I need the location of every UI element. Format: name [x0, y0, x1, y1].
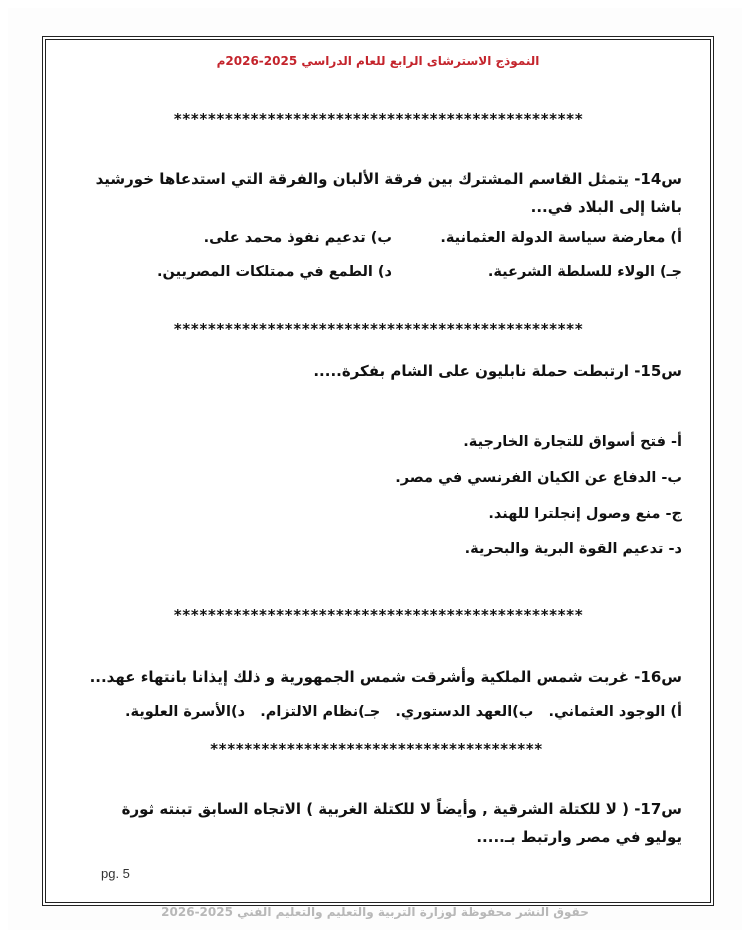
- q14-option-c: جـ) الولاء للسلطة الشرعية.: [487, 264, 682, 280]
- q16-options: أ) الوجود العثماني. ب)العهد الدستوري. جـ)نظام الالتزام. د)الأسرة العلوية.: [125, 704, 682, 720]
- q14-option-d: د) الطمع في ممتلكات المصريين.: [157, 264, 392, 280]
- copyright-footer: حقوق النشر محفوظة لوزارة التربية والتعليم والتعليم الفني 2025-2026: [161, 905, 589, 919]
- question-17: س17- ( لا للكتلة الشرقية , وأيضاً لا للكتلة الغربية ) الاتجاه السابق تبنته ثورة يوليو في مصر وارتبط بـ.....: [121, 800, 682, 846]
- question-14: س14- يتمثل القاسم المشترك بين فرقة الألبان والفرقة التي استدعاها خورشيد باشا إلى البلاد في...: [95, 170, 682, 216]
- separator-2: ************************************************: [173, 320, 583, 338]
- q15-option-d: د- تدعيم القوة البرية والبحرية.: [464, 541, 682, 557]
- page-number: pg. 5: [101, 866, 130, 881]
- page-frame: [42, 36, 714, 906]
- q15-option-b: ب- الدفاع عن الكيان الفرنسي في مصر.: [395, 470, 682, 486]
- question-16: س16- غربت شمس الملكية وأشرقت شمس الجمهورية و ذلك إيذانا بانتهاء عهد...: [89, 668, 682, 686]
- separator-4: ***************************************: [209, 740, 543, 758]
- separator-3: ************************************************: [173, 606, 583, 624]
- q15-option-a: أ- فتح أسواق للتجارة الخارجية.: [463, 434, 682, 450]
- q15-option-c: ج- منع وصول إنجلترا للهند.: [488, 506, 682, 522]
- q14-option-a: أ) معارضة سياسة الدولة العثمانية.: [440, 230, 682, 246]
- question-15: س15- ارتبطت حملة نابليون على الشام بفكرة.....: [313, 362, 682, 380]
- page-header: النموذج الاسترشاى الرابع للعام الدراسي 2025-2026م: [216, 54, 540, 68]
- separator-1: ************************************************: [173, 110, 583, 128]
- q14-option-b: ب) تدعيم نفوذ محمد على.: [203, 230, 392, 246]
